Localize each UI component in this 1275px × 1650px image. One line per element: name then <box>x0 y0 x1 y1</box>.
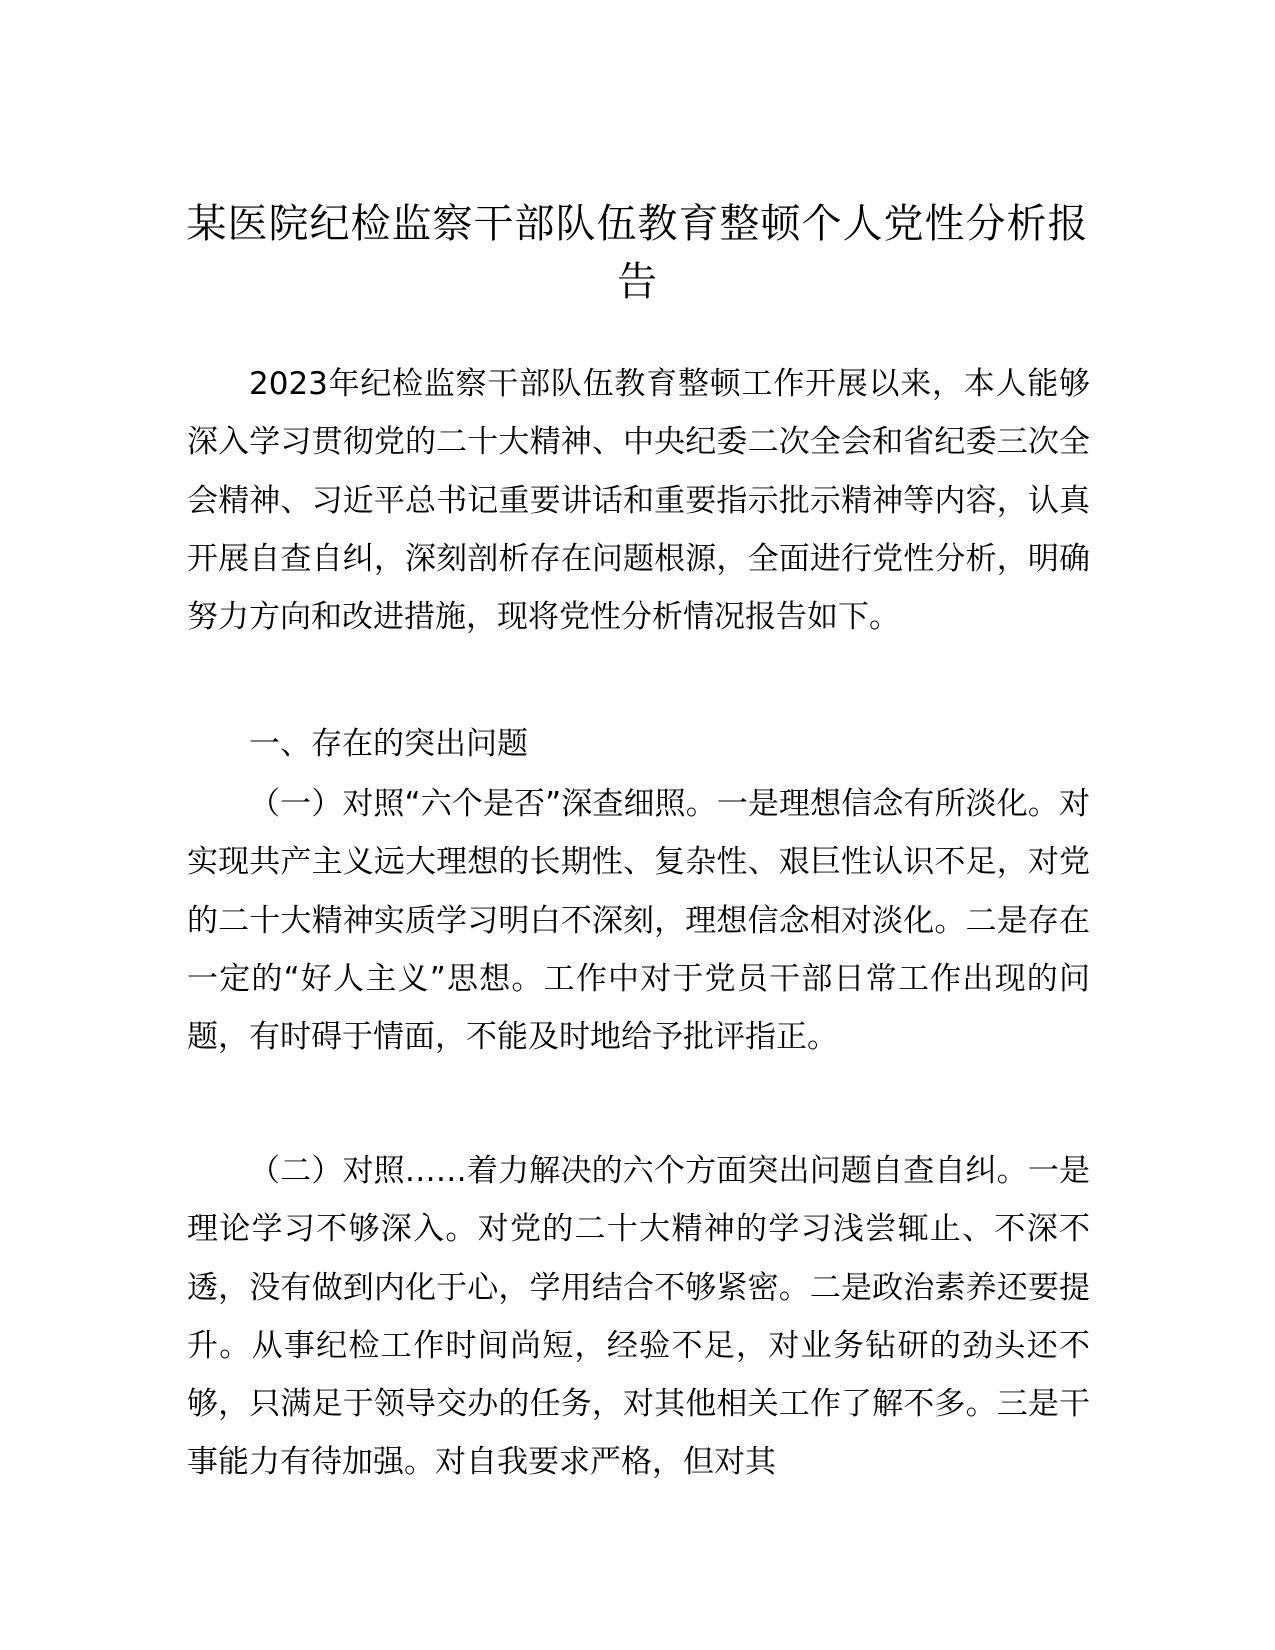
section-heading: 一、存在的突出问题 <box>249 726 528 762</box>
section-one-paragraph: （一）对照“六个是否”深查细照。一是理想信念有所淡化。对实现共产主义远大理想的长期性、复杂性、艰巨性认识不足，对党的二十大精神实质学习明白不深刻，理想信念相对淡化。二是存在一定的“好人主义”思想。工作中对于党员干部日常工作出现的问题，有时碍于情面，不能及时地给予批评指正。 <box>187 786 1090 1056</box>
section-two-paragraph: （二）对照……着力解决的六个方面突出问题自查自纠。一是理论学习不够深入。对党的二十大精神的学习浅尝辄止、不深不透，没有做到内化于心，学用结合不够紧密。二是政治素养还要提升。从事纪检工作时间尚短，经验不足，对业务钻研的劲头还不够，只满足于领导交办的任务，对其他相关工作了解不多。三是干事能力有待加强。对自我要求严格，但对其 <box>187 1153 1090 1481</box>
intro-paragraph: 2023年纪检监察干部队伍教育整顿工作开展以来，本人能够深入学习贯彻党的二十大精神、中央纪委二次全会和省纪委三次全会精神、习近平总书记重要讲话和重要指示批示精神等内容，认真开展自查自纠，深刻剖析存在问题根源，全面进行党性分析，明确努力方向和改进措施，现将党性分析情况报告如下。 <box>187 366 1090 636</box>
document-title: 某医院纪检监察干部队伍教育整顿个人党性分析报告 <box>186 201 1089 305</box>
